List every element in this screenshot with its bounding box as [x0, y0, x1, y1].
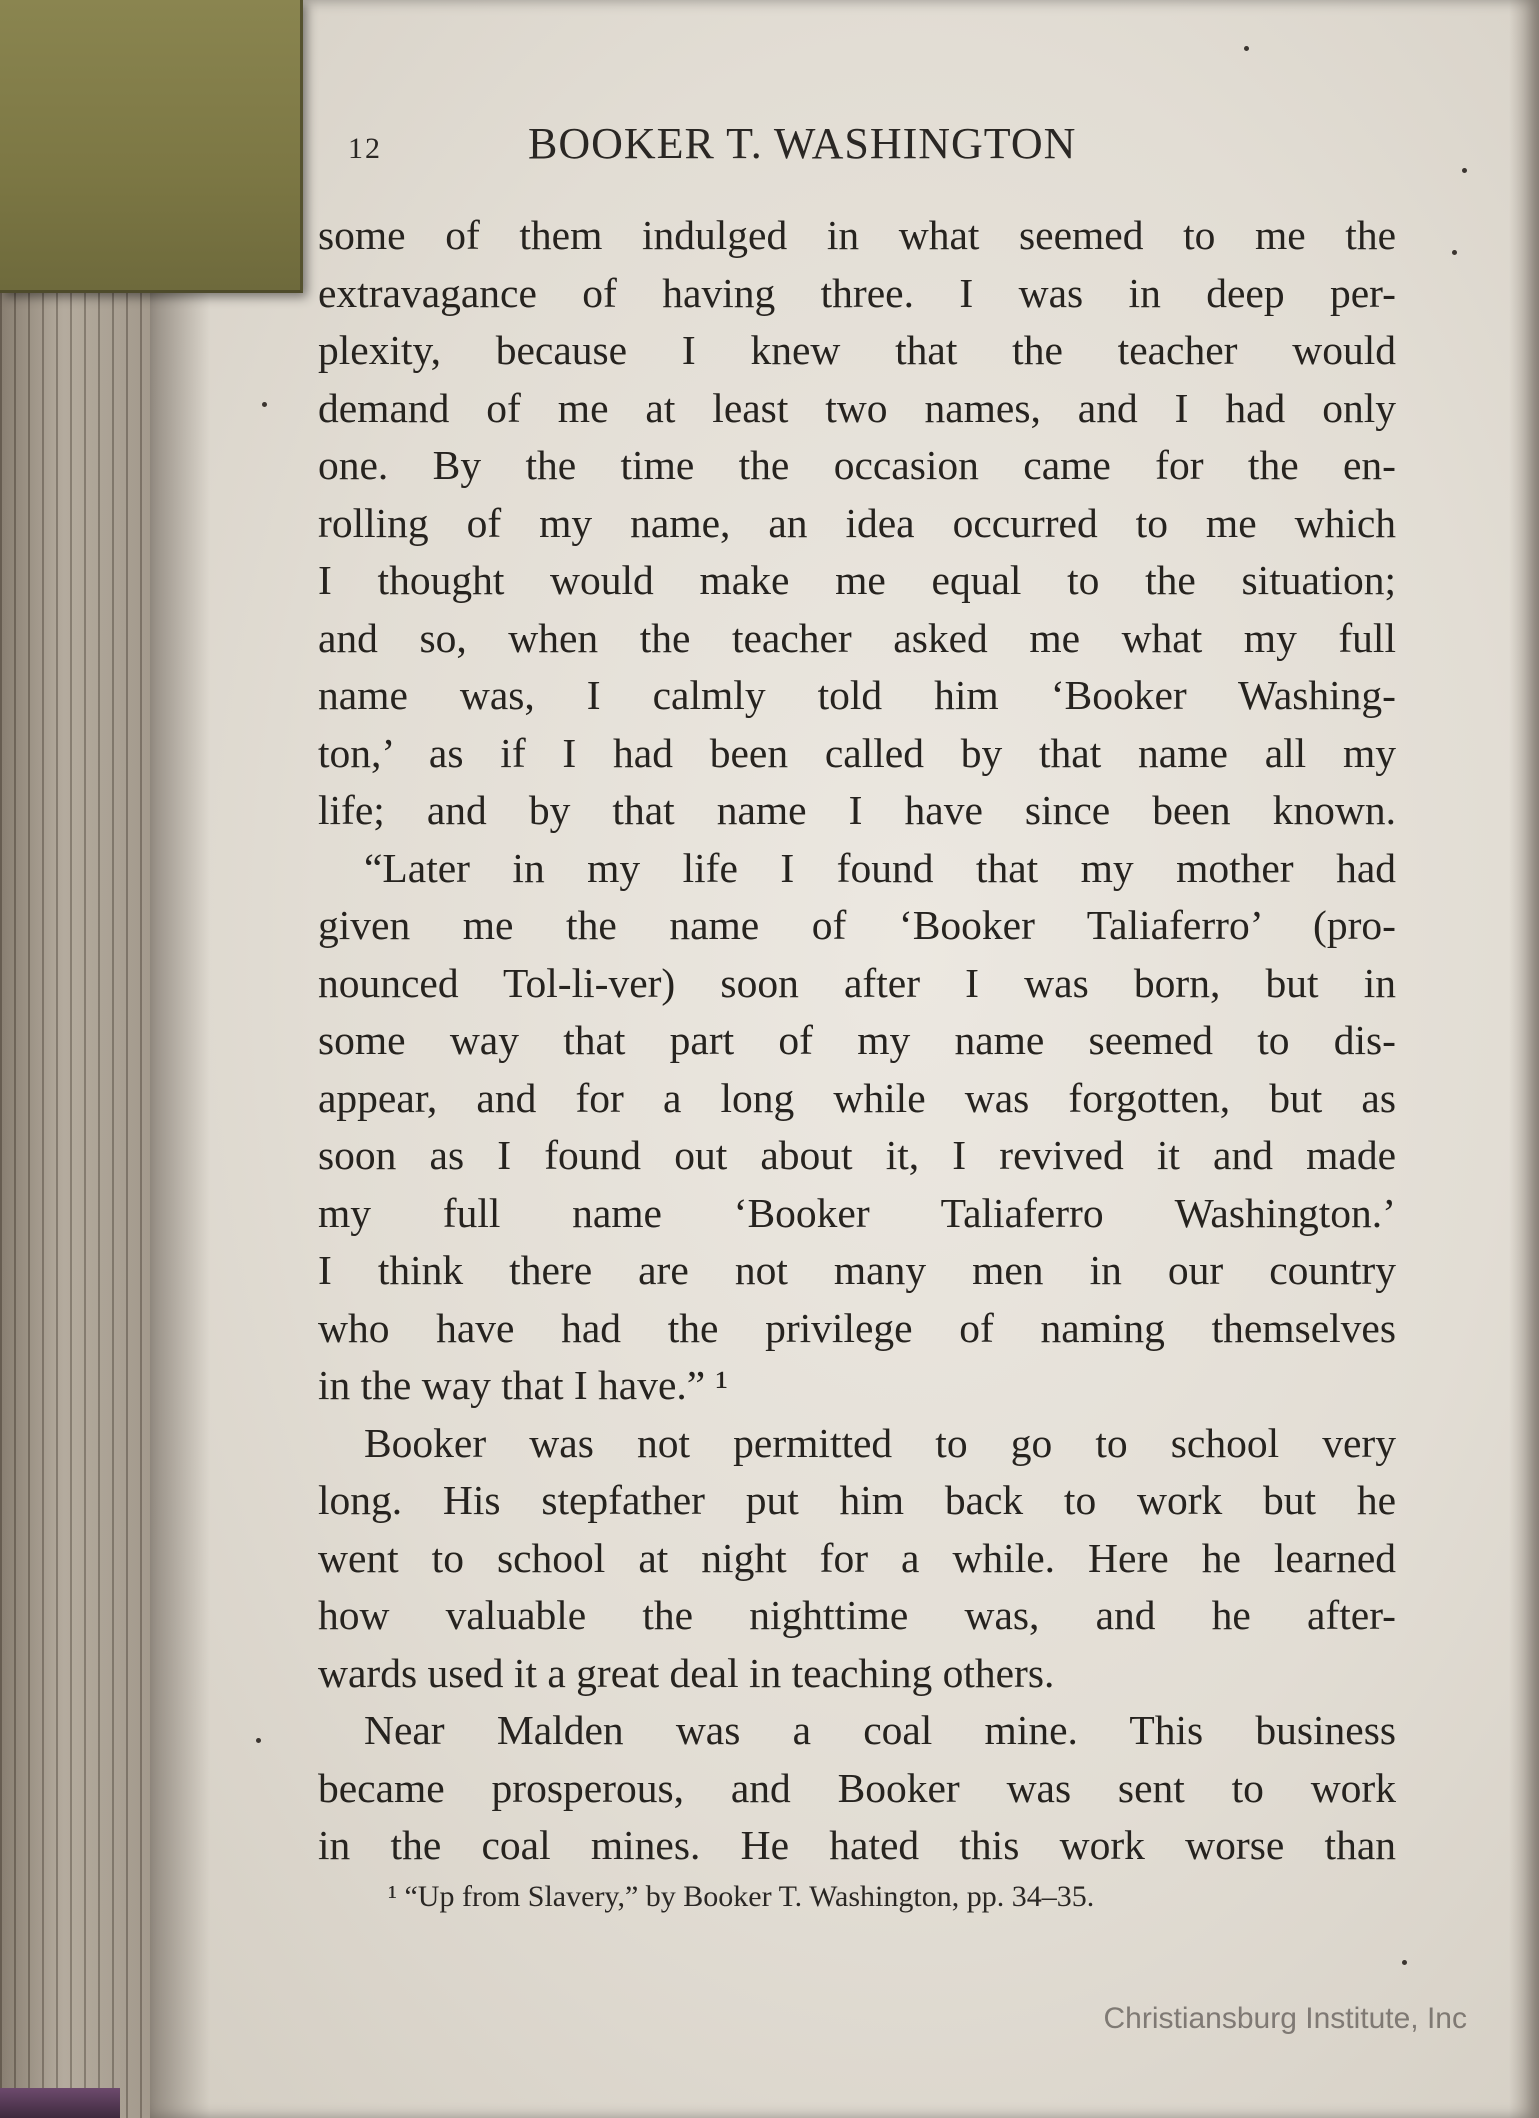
text-line: soon as I found out about it, I revived it and made: [318, 1132, 1396, 1178]
footnote: ¹ “Up from Slavery,” by Booker T. Washington, pp. 34–35.: [388, 1880, 1095, 1913]
watermark: Christiansburg Institute, Inc: [1103, 2002, 1467, 2035]
cover-edge: [0, 2088, 120, 2118]
text-line: nounced Tol-li-ver) soon after I was born, but in: [318, 959, 1396, 1006]
text-line: in the way that I have.” ¹: [318, 1362, 728, 1408]
text-line: some way that part of my name seemed to dis-: [318, 1017, 1396, 1063]
text-line: in the coal mines. He hated this work worse than: [318, 1822, 1396, 1868]
page-speck: [1452, 250, 1457, 255]
text-line: some of them indulged in what seemed to me the: [318, 212, 1396, 258]
text-line: I thought would make me equal to the situation;: [318, 557, 1396, 603]
text-line: Booker was not permitted to go to school very: [364, 1419, 1396, 1466]
text-line: I think there are not many men in our country: [318, 1247, 1396, 1293]
text-line: and so, when the teacher asked me what my full: [318, 614, 1396, 661]
text-line: “Later in my life I found that my mother had: [364, 844, 1396, 891]
text-line: went to school at night for a while. Here he learned: [318, 1534, 1396, 1581]
page-speck: [262, 402, 267, 407]
text-line: plexity, because I knew that the teacher would: [318, 327, 1396, 373]
text-line: one. By the time the occasion came for the en-: [318, 442, 1396, 488]
page-right-edge: [1509, 0, 1539, 2118]
text-line: ton,’ as if I had been called by that name all my: [318, 729, 1396, 776]
text-line: extravagance of having three. I was in deep per-: [318, 269, 1396, 316]
page-speck: [1462, 168, 1467, 173]
text-line: how valuable the nighttime was, and he after-: [318, 1592, 1396, 1638]
text-line: wards used it a great deal in teaching others.: [318, 1649, 1055, 1696]
page-speck: [1244, 46, 1249, 51]
text-line: appear, and for a long while was forgotten, but as: [318, 1074, 1396, 1121]
text-line: demand of me at least two names, and I had only: [318, 384, 1396, 431]
binding-flap: [0, 0, 303, 293]
stacked-page-edges: [0, 290, 160, 2118]
text-line: name was, I calmly told him ‘Booker Washing-: [318, 672, 1396, 718]
text-line: long. His stepfather put him back to work but he: [318, 1477, 1396, 1523]
text-line: who have had the privilege of naming themselves: [318, 1304, 1396, 1351]
text-line: rolling of my name, an idea occurred to me which: [318, 499, 1396, 546]
running-head: [348, 118, 1198, 178]
text-line: given me the name of ‘Booker Taliaferro’ (pro-: [318, 902, 1396, 948]
page-number: 12: [348, 132, 382, 165]
text-line: Near Malden was a coal mine. This business: [364, 1707, 1396, 1753]
gutter-shadow: [150, 0, 210, 2118]
text-line: my full name ‘Booker Taliaferro Washington.’: [318, 1189, 1396, 1236]
page-speck: [256, 1738, 261, 1743]
running-head-title: BOOKER T. WASHINGTON: [528, 119, 1077, 168]
body-text: [318, 207, 1396, 1875]
text-line: life; and by that name I have since been known.: [318, 787, 1396, 833]
text-line: became prosperous, and Booker was sent to work: [318, 1764, 1396, 1811]
page-speck: [1402, 1960, 1407, 1965]
